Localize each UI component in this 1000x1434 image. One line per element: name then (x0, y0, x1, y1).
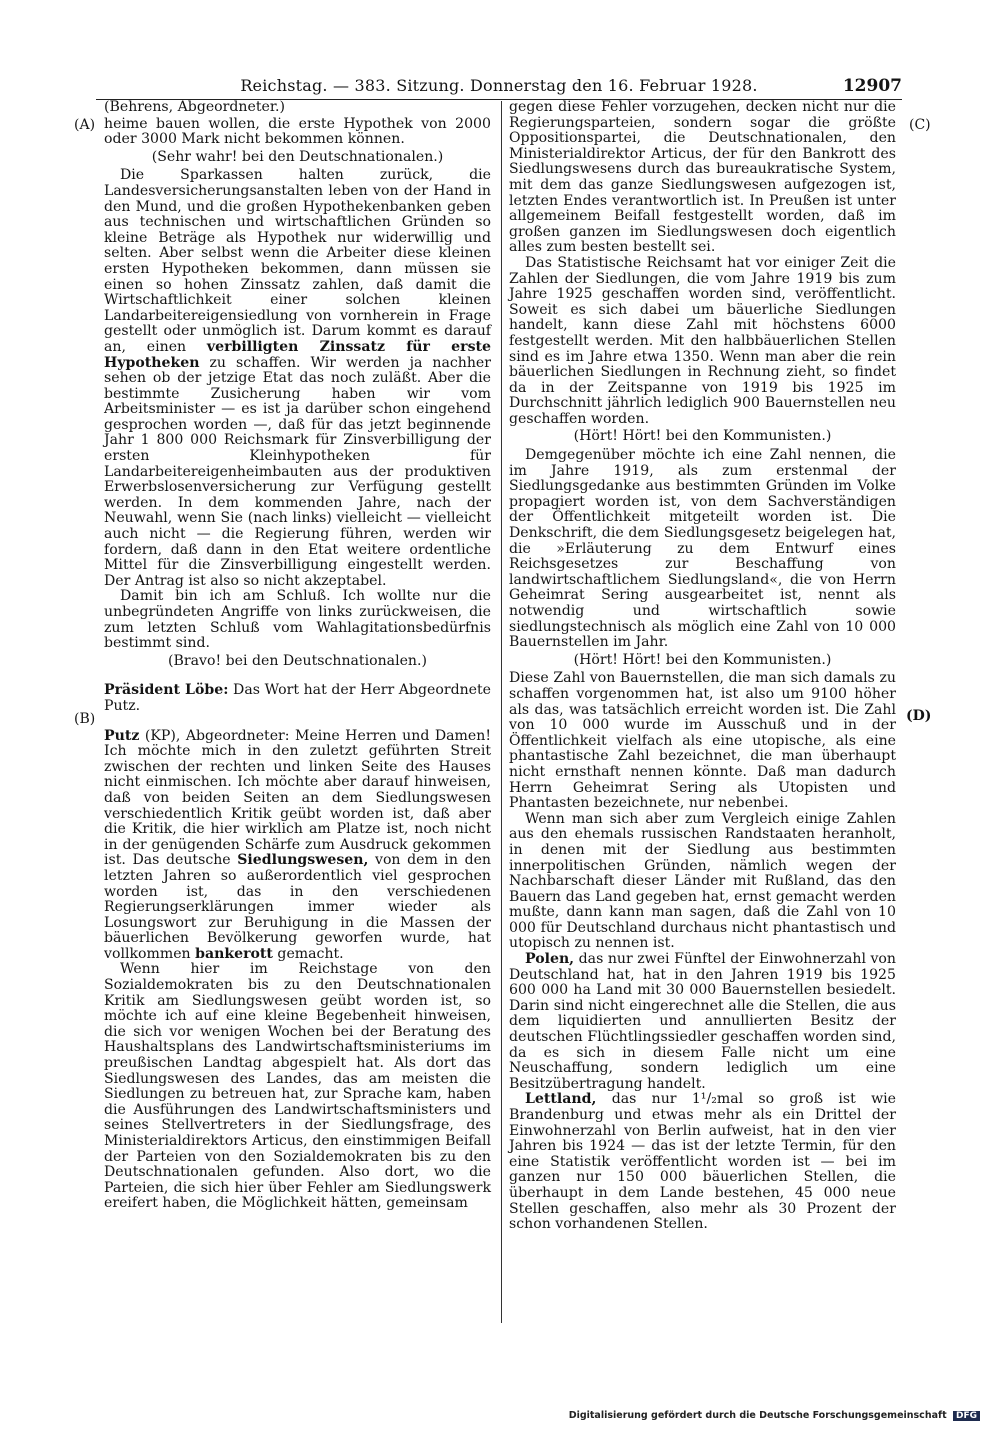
paragraph (104, 168, 491, 589)
paragraph-text: Die Sparkassen halten zurück, die Landesversicherungsanstalten leben von der Hand in den Mund, und die großen Hypothekenbanken geben aus technischen und wirtschaftlichen Gründen so kleine Beträge als Hypothek nur widerwillig und selten. Aber selbst wenn die Arbeiter diese kleinen ersten Hypotheken bekommen, dann müssen sie einen so hohen Zinssatz zahlen, daß damit die Wirtschaftlichkeit einer solchen kleinen Landarbeitereigensiedlung von vornherein in Frage gestellt oder unmöglich ist. Darum kommt es darauf an, einen (104, 167, 491, 355)
margin-marker-c: (C) (909, 117, 931, 133)
paragraph-text: gemacht. (277, 945, 344, 962)
dfg-logo: DFG (953, 1411, 980, 1421)
paragraph: Damit bin ich am Schluß. Ich wollte nur die unbegründeten Angriffe von links zurückweisen, die zum letzten Schluß vom Wahlagitationsbedürfnis bestimmt sind. (104, 588, 491, 652)
paragraph: Demgegenüber möchte ich eine Zahl nennen, die im Jahre 1919, als zum erstenmal der Siedlungsgedanke aus bestimmten Gründen im Volke propagiert worden ist, von dem Sachverständigen der Öffentlichkeit mitgeteilt worden ist. Die Denkschrift, die dem Siedlungsgesetz beigelegen hat, die »Erläuterung zu dem Entwurf eines Reichsgesetzes zur Beschaffung von landwirtschaftlichem Siedlungsland«, die von Herrn Geheimrat Sering ausgearbeitet ist, nennt als notwendig und wirtschaftlich sowie siedlungstechnisch als möglich eine Zahl von 10 000 Bauernstellen im Jahr. (509, 447, 896, 651)
paragraph-text: das nur 1¹/₂mal so groß ist wie Brandenburg und etwas mehr als ein Drittel der Einwohnerzahl von Berlin aufweist, hat in den vier Jahren bis 1924 — das ist der letzte Termin, für den eine Statistik veröffentlicht worden ist — bei im ganzen nur 150 000 bäuerlichen Stellen, die überhaupt in dem Lande bestehen, 45 000 neue Stellen geschaffen, also mehr als 30 Prozent der schon vorhandenen Stellen. (509, 1091, 896, 1233)
interjection: (Hört! Hört! bei den Kommunisten.) (573, 428, 832, 445)
paragraph-text: Das Wort hat der Herr Abgeordnete Putz. (104, 682, 492, 714)
header-title: Reichstag. — 383. Sitzung. Donnerstag den 16. Februar 1928. (240, 76, 758, 95)
running-header (96, 76, 902, 98)
emphasis-text: Lettland, (525, 1091, 597, 1108)
paragraph (509, 1092, 896, 1232)
column-divider (501, 101, 502, 1323)
margin-marker-d: (D) (906, 708, 932, 724)
left-column (104, 100, 491, 1212)
paragraph: Wenn man sich aber zum Vergleich einige Zahlen aus den ehemals russischen Randstaaten heranholt, in denen mit der Siedlung aus bestimmten innerpolitischen Gründen, nämlich wegen der Nachbarschaft dieser Länder mit Rußland, das den Bauern das Land gegeben hat, ernst gemacht werden mußte, dann kann man sagen, daß die Zahl von 10 000 für Deutschland durchaus nicht phantastisch und utopisch zu nennen ist. (509, 810, 896, 952)
paragraph: heime bauen wollen, die erste Hypothek von 2000 oder 3000 Mark nicht bekommen können. (104, 115, 491, 148)
interjection: (Bravo! bei den Deutschnationalen.) (168, 652, 427, 669)
paragraph-text: das nur zwei Fünftel der Einwohnerzahl von Deutschland hat, hat in den Jahren 1919 bis 1925 600 000 ha Land mit 30 000 Bauernstellen besiedelt. Darin sind nicht eingerechnet alle die Stellen, die aus dem liquidierten und annullierten Besitz der deutschen Flüchtlingssiedler geschaffen worden sind, da es sich in diesem Falle nicht um eine Neuschaffung, sondern lediglich um eine Besitzübertragung handelt. (509, 951, 896, 1092)
right-column (509, 100, 896, 1233)
emphasis-text: verbilligten Zinssatz für erste Hypotheken (104, 338, 491, 371)
paragraph-text: zu schaffen. Wir werden ja nachher sehen ob der jetzige Etat das noch zuläßt. Aber die bestimmte Zusicherung haben wir vom Arbeitsminister — es ist ja darüber schon eingehend gesprochen worden —, daß für das jetzt beginnende Jahr 1 800 000 Reichsmark für Zinsverbilligung der ersten Kleinhypotheken für Landarbeitereigenheimbauten aus der produktiven Erwerbslosenversicherung zur Verfügung gestellt werden. In dem kommenden Jahre, nach der Neuwahl, wenn Sie (nach links) vielleicht — vielleicht auch nicht — die Regierung führen, werden wir fordern, daß dann in den Etat weitere ordentliche Mittel für die Zinsverbilligung eingestellt werden. Der Antrag ist also so nicht akzeptabel. (104, 354, 491, 589)
speaker-continuation-tag: (Behrens, Abgeordneter.) (104, 99, 286, 115)
paragraph: gegen diese Fehler vorzugehen, decken nicht nur die Regierungsparteien, sondern sogar die größte Oppositionspartei, die Deutschnationalen, den Ministerialdirektor Articus, der für den Bankrott des Siedlungswesens durch das bureaukratische System, mit dem das ganze Siedlungswesen aufgezogen ist, letzten Endes verantwortlich ist. In Preußen ist unter allgemeinem Beifall festgestellt worden, daß im großen ganzen im Siedlungswesen doch eigentlich alles zum besten bestellt sei. (509, 99, 896, 256)
emphasis-text: Siedlungswesen, (237, 852, 369, 869)
paragraph: Das Statistische Reichsamt hat vor einiger Zeit die Zahlen der Siedlungen, die vom Jahre 1919 bis zum Jahre 1925 geschaffen worden sind, veröffentlicht. Soweit es sich dabei um bäuerliche Siedlungen handelt, kann diese Zahl mit höchstens 6000 festgestellt werden. Mit den halbbäuerlichen Stellen sind es im Jahre etwa 1350. Wenn man aber die rein bäuerlichen Siedlungen in Rechnung zieht, so findet da in der Zeitspanne von 1919 bis 1925 im Durchschnitt jährlich lediglich 900 Bauernstellen neu geschaffen worden. (509, 254, 896, 427)
margin-marker-b: (B) (74, 711, 96, 727)
emphasis-text: bankerott (195, 945, 273, 962)
speaker-name: Putz (104, 727, 140, 744)
margin-marker-a: (A) (74, 117, 96, 133)
speech-start (104, 683, 491, 714)
emphasis-text: Polen, (525, 951, 575, 968)
paragraph-text: (KP), Abgeordneter: Meine Herren und Damen! Ich möchte mich in den zuletzt geführten Streit zwischen der rechten und linken Seite des Hauses nicht einmischen. Ich möchte aber darauf hinweisen, daß von beiden Seiten an dem Siedlungswesen verschiedentlich Kritik geübt worden ist, daß aber die Kritik, die hier wirklich am Platze ist, noch nicht in der genügenden Schärfe zum Ausdruck gekommen ist. Das deutsche (104, 727, 491, 869)
footer-text: Digitalisierung gefördert durch die Deutsche Forschungsgemeinschaft (568, 1410, 947, 1421)
speaker-name: Präsident Löbe: (104, 682, 229, 699)
paragraph (509, 952, 896, 1092)
interjection: (Hört! Hört! bei den Kommunisten.) (573, 651, 832, 668)
paragraph: Wenn hier im Reichstage von den Sozialdemokraten bis zu den Deutschnationalen Kritik am Siedlungswesen geübt worden ist, so möchte ich auf eine kleine Begebenheit hinweisen, die sich vor wenigen Wochen bei der Beratung des Haushaltsplans des Landwirtschaftsministeriums im preußischen Landtag abgespielt hat. Als dort das Siedlungswesen des Landes, das am meisten die Siedlungen zu betreuen hat, zur Sprache kam, haben die Ausführungen des Landwirtschaftsministers und seines Stellvertreters in der Siedlungsfrage, des Ministerialdirektors Articus, den einstimmigen Beifall der Parteien von den Sozialdemokraten bis zu den Deutschnationalen gefunden. Also dort, wo die Parteien, die sich hier über Fehler am Siedlungswerk ereifert haben, die Möglichkeit hätten, gemeinsam (104, 961, 491, 1212)
speech-start (104, 729, 491, 963)
interjection: (Sehr wahr! bei den Deutschnationalen.) (151, 148, 444, 165)
paragraph: Diese Zahl von Bauernstellen, die man sich damals zu schaffen vorgenommen hat, ist also um 9100 höher als das, was tatsächlich erreicht worden ist. Die Zahl von 10 000 wurde im Ausschuß und in der Öffentlichkeit vielfach als eine utopische, als eine phantastische Zahl bezeichnet, die man überhaupt nicht ernsthaft nennen könnte. Daß man dadurch Herrn Geheimrat Sering als Utopisten und Phantasten bezeichnete, nur nebenbei. (509, 670, 896, 812)
paragraph-text: von dem in den letzten Jahren so außerordentlich viel gesprochen worden ist, das in den verschiedenen Regierungserklärungen immer wieder als Losungswort zur Beruhigung in die Massen der bäuerlichen Bevölkerung geworfen wurde, hat vollkommen (104, 852, 492, 962)
digitization-footer (569, 1410, 980, 1421)
page-number: 12907 (842, 76, 902, 96)
